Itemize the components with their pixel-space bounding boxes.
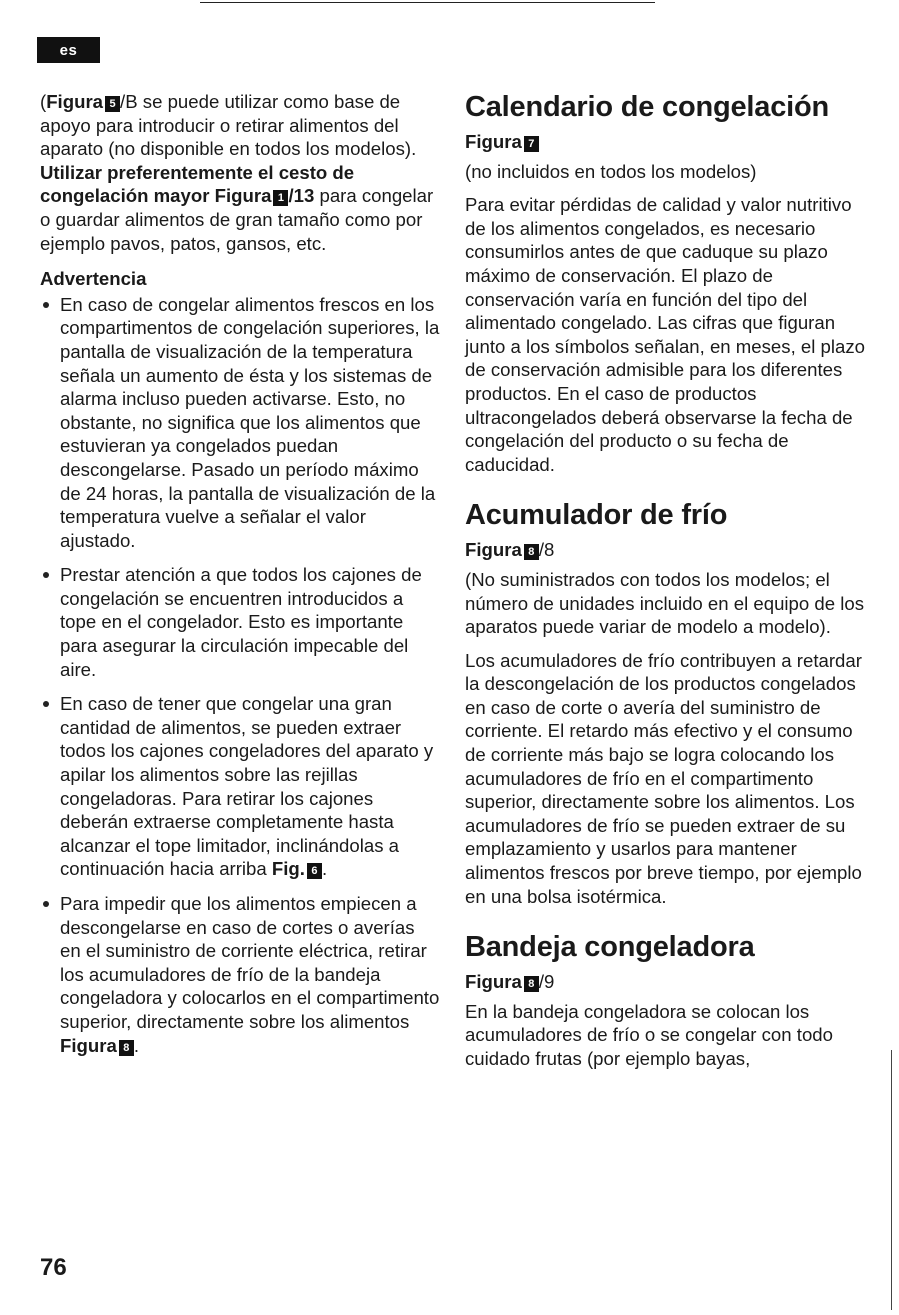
bullet-end: .	[321, 858, 328, 880]
figure-ref-label: Fig.	[271, 858, 305, 880]
figure-number-box: 7	[524, 136, 539, 152]
figure-ref-label: Figura	[60, 1034, 117, 1056]
section-title: Bandeja congeladora	[465, 931, 755, 964]
figure-number-box: 1	[273, 190, 288, 206]
bullet-text: En caso de tener que congelar una gran cantidad de alimentos, se pueden extraer todos los cajones congeladores del aparato y apilar los alimentos sobre las rejillas congeladoras. Para retirar los cajones deberán extraerse completamente hasta alcanzar el tope limitador, inclinándolas a continuación hacia arriba	[60, 693, 434, 880]
left-column	[40, 90, 440, 1068]
warning-heading: Advertencia	[40, 268, 147, 290]
basket-bold-suffix: /13	[288, 185, 315, 207]
basket-bold-text: Utilizar preferentemente el cesto de congelación mayor Figura	[40, 161, 355, 207]
figure-ref-suffix: /9	[538, 971, 555, 993]
basket-paragraph	[40, 161, 440, 255]
section-body: Para evitar pérdidas de calidad y valor nutritivo de los alimentos congelados, es necesario consumirlos antes de que caduque su plazo máximo de conservación. El plazo de conservación varía en función del tipo del alimentado congelado. Las cifras que figuran junto a los símbolos señalan, en meses, el plazo de conservación admisible para los diferentes productos. En el caso de productos ultracongelados deberá observarse la fecha de congelación del producto o su fecha de caducidad.	[465, 194, 865, 475]
top-rule	[200, 2, 655, 3]
bullet-end: .	[133, 1034, 139, 1056]
right-column	[465, 90, 865, 1093]
figure-ref-suffix: /8	[538, 539, 555, 561]
basket-text: para congelar o guardar alimentos de gran tamaño como por ejemplo pavos, patos, gansos, etc.	[40, 185, 434, 254]
section-body: En la bandeja congeladora se colocan los acumuladores de frío o se congelar con todo cuidado frutas (por ejemplo bayas,	[465, 1000, 833, 1069]
figure-ref-suffix: /B	[120, 91, 138, 112]
language-badge: es	[37, 37, 100, 63]
section-freezing-tray	[465, 930, 865, 1070]
section-note: (no incluidos en todos los modelos)	[465, 160, 757, 182]
figure-number-box: 8	[119, 1040, 134, 1056]
margin-line	[891, 1050, 892, 1310]
figure-number-box: 8	[524, 544, 539, 560]
bullet-text: En caso de congelar alimentos frescos en los compartimentos de congelación superiores, la pantalla de visualización de la temperatura señala un aumento de ésta y los sistemas de alarma incluso pueden activarse. Esto, no obstante, no significa que los alimentos que estuvieran ya congelados puedan descongelarse. Pasado un período máximo de 24 horas, la pantalla de visualización de la temperatura vuelve a señalar el valor ajustado.	[60, 293, 440, 551]
intro-paragraph: (Figura 5 /B se puede utilizar como base de apoyo para introducir o retirar alimentos del aparato (no disponible en todos los modelos).	[40, 91, 417, 160]
section-note: (No suministrados con todos los modelos; el número de unidades incluido en el equipo de los aparatos puede variar de modelo a modelo).	[465, 568, 865, 638]
section-cold-accumulator	[465, 498, 865, 908]
bullet-text: Para impedir que los alimentos empiecen a descongelarse en caso de cortes o averías en el suministro de corriente eléctrica, retirar los acumuladores de frío de la bandeja congeladora y colocarlos en el compartimento superior, directamente sobre los alimentos	[60, 893, 440, 1032]
bullet-text: Prestar atención a que todos los cajones de congelación se encuentren introducidos a tope en el congelador. Esto es importante para asegurar la circulación impecable del aire.	[60, 564, 422, 680]
figure-ref-label: Figura	[465, 539, 522, 561]
page-number: 76	[40, 1254, 67, 1281]
figure-number-box: 5	[105, 96, 120, 112]
figure-ref-label: Figura	[465, 971, 522, 993]
list-item	[40, 892, 440, 1057]
list-item	[40, 293, 440, 553]
section-freezing-calendar	[465, 90, 865, 476]
figure-ref	[465, 130, 865, 154]
figure-ref	[465, 538, 865, 562]
warning-list	[40, 293, 440, 1057]
list-item	[40, 563, 440, 681]
section-title: Acumulador de frío	[465, 499, 728, 532]
figure-ref	[465, 970, 865, 994]
figure-ref-label: Figura	[46, 91, 104, 112]
figure-number-box: 8	[524, 976, 539, 992]
intro-text: se puede utilizar como base de apoyo para introducir o retirar alimentos del aparato (no disponible en todos los modelos).	[40, 91, 417, 160]
list-item	[40, 692, 440, 881]
figure-number-box: 6	[307, 863, 322, 879]
section-title: Calendario de congelación	[465, 91, 830, 123]
figure-ref-label: Figura	[465, 131, 522, 152]
section-body: Los acumuladores de frío contribuyen a retardar la descongelación de los productos congelados en caso de corte o avería del suministro de corriente. El retardo más efectivo y el consumo de corriente más bajo se logra colocando los acumuladores de frío en el compartimento superior, directamente sobre los alimentos. Los acumuladores de frío se pueden extraer de su emplazamiento y usarlos para mantener alimentos frescos por breve tiempo, por ejemplo en una bolsa isotérmica.	[465, 649, 862, 907]
